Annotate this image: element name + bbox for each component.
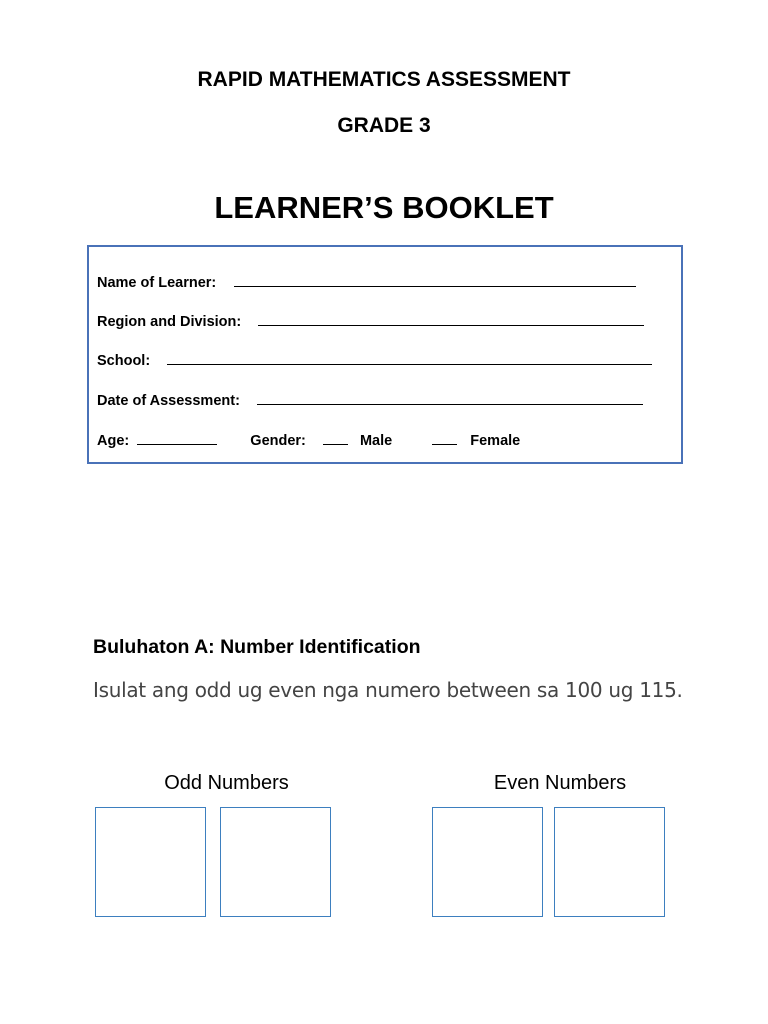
odd-answer-box-2[interactable] xyxy=(220,807,331,917)
male-label: Male xyxy=(359,433,393,449)
name-label: Name of Learner: xyxy=(97,275,217,291)
female-label: Female xyxy=(470,433,521,449)
date-field[interactable] xyxy=(257,390,643,405)
age-field[interactable] xyxy=(137,430,217,445)
name-field[interactable] xyxy=(234,272,636,287)
task-title: Buluhaton A: Number Identification xyxy=(93,636,421,658)
even-answer-box-1[interactable] xyxy=(432,807,543,917)
grade-label: GRADE 3 xyxy=(337,114,431,137)
name-row xyxy=(97,272,636,291)
learner-info-box xyxy=(87,245,683,464)
female-checkbox[interactable] xyxy=(432,430,457,445)
booklet-title: LEARNER’S BOOKLET xyxy=(214,190,554,225)
school-row xyxy=(97,350,652,369)
school-label: School: xyxy=(97,353,151,369)
date-row xyxy=(97,390,643,409)
region-row xyxy=(97,311,644,330)
odd-numbers-label: Odd Numbers xyxy=(164,772,289,794)
even-numbers-label: Even Numbers xyxy=(493,772,627,794)
task-instruction: Isulat ang odd ug even nga numero between sa 100 ug 115. xyxy=(93,678,683,702)
even-answer-box-2[interactable] xyxy=(554,807,665,917)
region-label: Region and Division: xyxy=(97,314,242,330)
male-checkbox[interactable] xyxy=(323,430,348,445)
age-label: Age: xyxy=(97,433,130,449)
assessment-title: RAPID MATHEMATICS ASSESSMENT xyxy=(197,68,571,91)
region-field[interactable] xyxy=(258,311,644,326)
odd-answer-box-1[interactable] xyxy=(95,807,206,917)
date-label: Date of Assessment: xyxy=(97,393,240,409)
school-field[interactable] xyxy=(167,350,652,365)
age-gender-row xyxy=(97,430,520,449)
gender-label: Gender: xyxy=(250,433,306,449)
